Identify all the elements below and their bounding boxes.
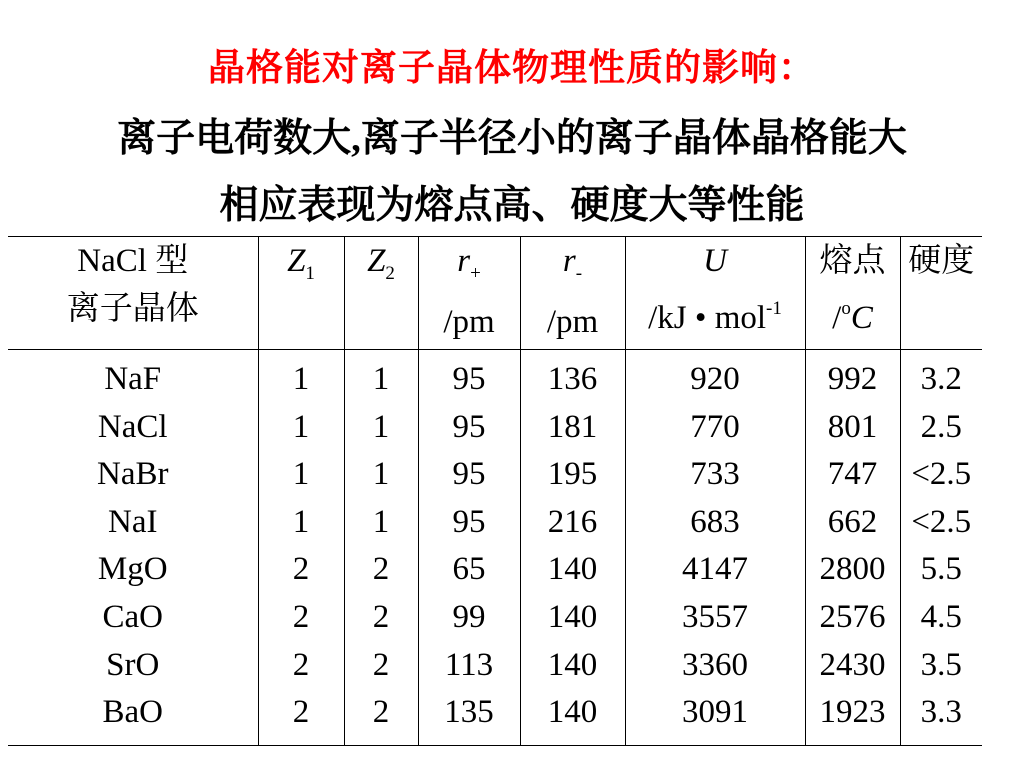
cell-hardness: <2.5 — [911, 456, 972, 493]
cell-z2: 1 — [372, 408, 390, 445]
cell-z1: 2 — [292, 646, 310, 683]
cell-r-plus: 95 — [452, 408, 486, 445]
cell-melting-point-values — [805, 350, 900, 746]
cell-r-plus: 99 — [452, 598, 486, 635]
row-name-nacl: NaCl — [97, 408, 168, 445]
header-u-var: U — [703, 243, 727, 279]
cell-r-plus: 95 — [452, 503, 486, 540]
header-r-minus-var: r — [562, 243, 576, 279]
row-name-naf: NaF — [104, 361, 162, 397]
cell-r-minus: 181 — [547, 408, 598, 445]
header-melting-point — [805, 237, 900, 350]
cell-hardness: 5.5 — [920, 551, 962, 588]
header-melting-point-label: 熔点 — [819, 243, 886, 279]
header-compound — [8, 237, 258, 350]
cell-z2-values — [344, 350, 418, 746]
cell-z1: 1 — [292, 503, 310, 540]
cell-r-minus: 140 — [547, 598, 598, 635]
header-u-unit-sup: -1 — [766, 298, 782, 319]
cell-lattice-energy: 3360 — [682, 646, 748, 683]
header-r-plus-sub: + — [470, 263, 481, 284]
header-r-minus-unit: /pm — [546, 304, 599, 340]
table-row — [8, 350, 982, 746]
header-mp-degree: o — [841, 298, 851, 319]
header-hardness — [900, 237, 982, 350]
cell-melting-point: 662 — [827, 503, 878, 540]
cell-r-minus-values — [520, 350, 625, 746]
cell-z2: 2 — [372, 598, 390, 635]
cell-r-minus: 216 — [547, 503, 598, 540]
cell-r-minus: 195 — [547, 456, 598, 493]
cell-r-minus: 140 — [547, 646, 598, 683]
header-z1-sub: 1 — [305, 263, 315, 284]
cell-r-plus: 65 — [452, 551, 486, 588]
cell-z2: 1 — [372, 361, 390, 397]
cell-lattice-energy: 770 — [690, 408, 740, 445]
cell-lattice-energy: 4147 — [682, 551, 748, 588]
cell-z2: 2 — [372, 551, 390, 588]
row-name-cao: CaO — [102, 598, 163, 635]
header-r-minus — [520, 237, 625, 350]
cell-r-minus: 136 — [547, 361, 598, 397]
header-z2-sub: 2 — [385, 263, 395, 284]
cell-r-plus: 95 — [452, 456, 486, 493]
cell-z1: 1 — [292, 456, 310, 493]
cell-z1: 2 — [292, 598, 310, 635]
cell-z2: 2 — [372, 646, 390, 683]
header-z2-var: Z — [367, 243, 386, 279]
cell-hardness: 2.5 — [920, 408, 962, 445]
cell-z1-values — [258, 350, 344, 746]
cell-melting-point: 1923 — [819, 694, 886, 731]
table-header-row — [8, 237, 982, 350]
cell-melting-point: 2576 — [819, 598, 886, 635]
cell-hardness: 3.3 — [920, 694, 962, 731]
header-r-minus-sub: - — [575, 263, 583, 284]
header-r-plus-var: r — [457, 243, 471, 279]
cell-hardness: <2.5 — [911, 503, 972, 540]
cell-r-plus-values — [418, 350, 520, 746]
header-z2 — [344, 237, 418, 350]
cell-lattice-energy: 3091 — [682, 694, 748, 731]
header-compound-line2: 离子晶体 — [66, 291, 199, 327]
subtitle-line-2: 相应表现为熔点高、硬度大等性能 — [219, 184, 805, 227]
cell-r-plus: 135 — [444, 694, 494, 731]
cell-hardness: 3.5 — [920, 646, 962, 683]
row-name-mgo: MgO — [97, 551, 168, 588]
header-hardness-label: 硬度 — [908, 243, 975, 279]
header-mp-unit-c: C — [850, 300, 873, 336]
header-compound-line1: NaCl 型 — [77, 243, 189, 279]
cell-melting-point: 2430 — [819, 646, 886, 683]
row-name-sro: SrO — [106, 646, 160, 683]
header-u-unit: /kJ • mol — [648, 300, 767, 336]
page-title: 晶格能对离子晶体物理性质的影响： — [208, 48, 816, 89]
cell-melting-point: 992 — [827, 361, 878, 397]
cell-lattice-energy-values — [625, 350, 805, 746]
cell-z2: 1 — [372, 503, 390, 540]
header-lattice-energy — [625, 237, 805, 350]
row-name-nai: NaI — [108, 503, 158, 540]
cell-z2: 2 — [372, 694, 390, 731]
cell-hardness: 4.5 — [920, 598, 962, 635]
subtitle-line-1: 离子电荷数大,离子半径小的离子晶体晶格能大 — [117, 117, 907, 160]
lattice-energy-table — [8, 236, 982, 746]
cell-hardness-values — [900, 350, 982, 746]
cell-z2: 1 — [372, 456, 390, 493]
cell-compound-name — [8, 350, 258, 746]
header-z1-var: Z — [287, 243, 306, 279]
header-mp-unit-pre: / — [832, 300, 842, 336]
cell-melting-point: 2800 — [819, 551, 886, 588]
row-name-nabr: NaBr — [97, 456, 169, 493]
row-name-bao: BaO — [102, 694, 163, 731]
cell-melting-point: 747 — [827, 456, 878, 493]
cell-z1: 2 — [292, 694, 310, 731]
cell-lattice-energy: 733 — [690, 456, 740, 493]
cell-hardness: 3.2 — [920, 361, 962, 397]
cell-lattice-energy: 920 — [690, 361, 740, 397]
cell-lattice-energy: 683 — [690, 503, 740, 540]
header-z1 — [258, 237, 344, 350]
cell-r-plus: 95 — [452, 361, 486, 397]
cell-lattice-energy: 3557 — [682, 598, 748, 635]
cell-r-plus: 113 — [444, 646, 494, 683]
cell-r-minus: 140 — [547, 694, 598, 731]
cell-z1: 2 — [292, 551, 310, 588]
cell-melting-point: 801 — [827, 408, 878, 445]
cell-z1: 1 — [292, 408, 310, 445]
header-r-plus-unit: /pm — [443, 304, 495, 340]
header-r-plus — [418, 237, 520, 350]
cell-r-minus: 140 — [547, 551, 598, 588]
cell-z1: 1 — [292, 361, 310, 397]
